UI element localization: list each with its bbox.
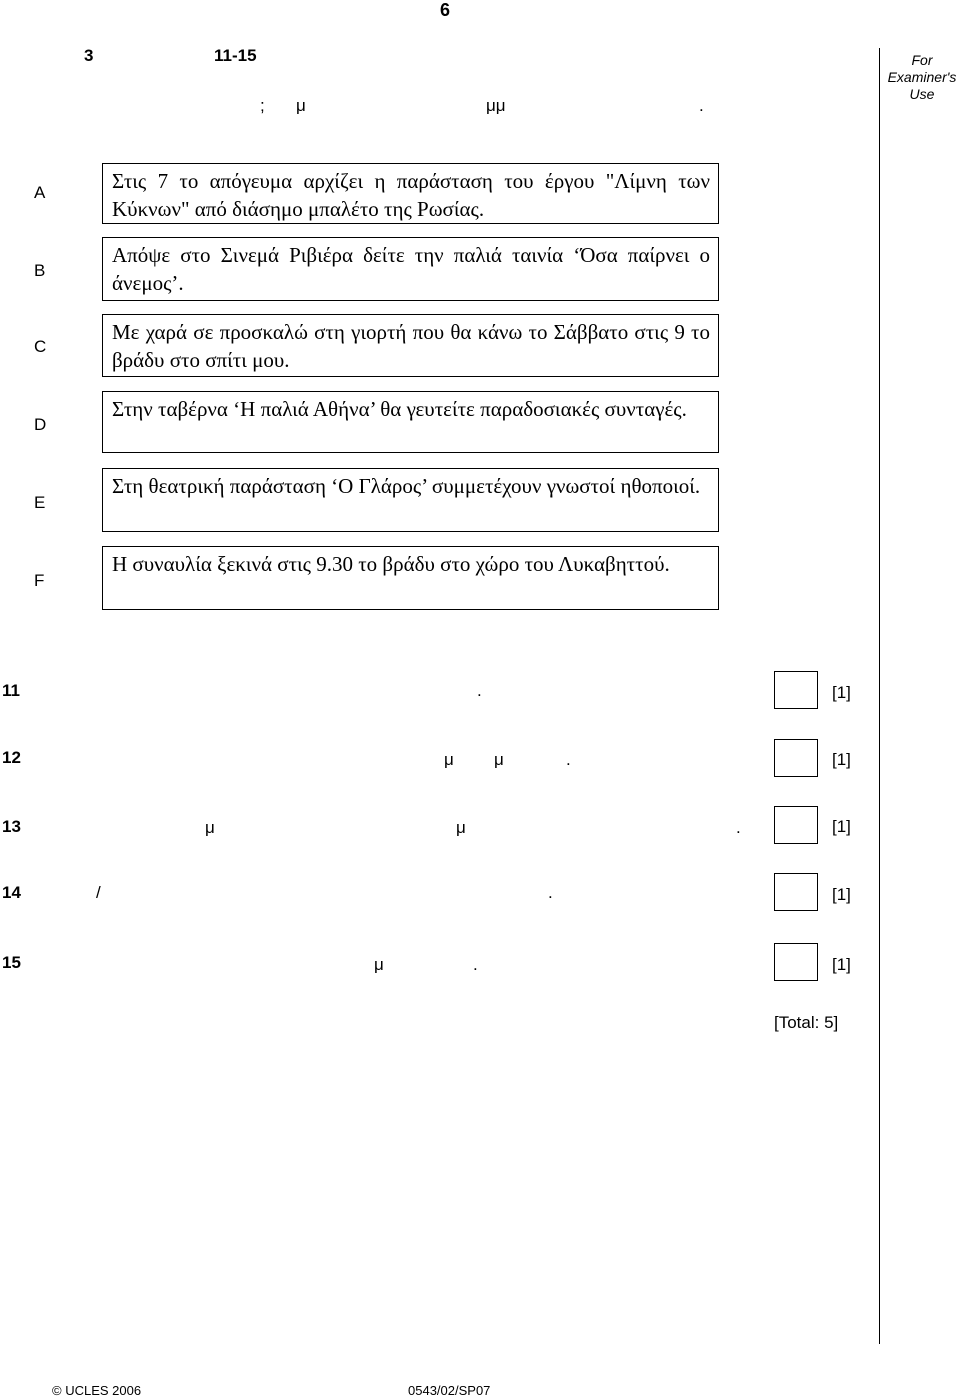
ad-box-f: Η συναυλία ξεκινά στις 9.30 το βράδυ στο χώρο του Λυκαβηττού. — [102, 546, 719, 610]
question-fragment: μ — [205, 818, 215, 837]
ad-letter-b: B — [34, 261, 46, 280]
answer-box-11[interactable] — [774, 671, 818, 709]
instruction-fragment: . — [699, 96, 704, 115]
paper-code: 0543/02/SP07 — [408, 1383, 491, 1398]
examiner-use-label — [880, 52, 960, 103]
question-number-15: 15 — [2, 953, 21, 972]
instruction-fragment: ; — [260, 96, 265, 115]
question-fragment: μ — [456, 818, 466, 837]
ad-letter-e: E — [34, 493, 46, 512]
question-number-11: 11 — [2, 681, 20, 700]
ad-letter-a: A — [34, 183, 46, 202]
copyright-notice: © UCLES 2006 — [52, 1383, 142, 1398]
answer-box-15[interactable] — [774, 943, 818, 981]
question-fragment: . — [473, 955, 478, 974]
instruction-fragment: μ — [296, 96, 306, 115]
ad-letter-f: F — [34, 571, 45, 590]
question-fragment: / — [96, 883, 101, 902]
question-fragment: μ — [374, 955, 384, 974]
section-question-range: 11-15 — [214, 46, 257, 65]
examiner-use-line: Examiner's — [887, 69, 957, 85]
examiner-use-line: For — [911, 52, 933, 68]
question-mark-12: [1] — [832, 750, 851, 769]
question-fragment: . — [566, 750, 571, 769]
question-mark-14: [1] — [832, 885, 851, 904]
section-instruction — [0, 96, 704, 118]
question-fragment: μ — [494, 750, 504, 769]
answer-box-12[interactable] — [774, 739, 818, 777]
answer-box-14[interactable] — [774, 873, 818, 911]
question-fragment: . — [477, 681, 482, 700]
question-mark-13: [1] — [832, 817, 851, 836]
ad-letter-c: C — [34, 337, 47, 356]
ad-box-e: Στη θεατρική παράσταση ‘Ο Γλάρος’ συμμετέχουν γνωστοί ηθοποιοί. — [102, 468, 719, 532]
question-number-14: 14 — [2, 883, 21, 902]
examiner-use-line: Use — [909, 86, 935, 102]
instruction-fragment: μμ — [486, 96, 506, 115]
question-fragment: . — [736, 818, 741, 837]
page-number: 6 — [440, 0, 451, 20]
ad-box-d: Στην ταβέρνα ‘Η παλιά Αθήνα’ θα γευτείτε παραδοσιακές συνταγές. — [102, 391, 719, 453]
ad-box-a: Στις 7 το απόγευμα αρχίζει η παράσταση του έργου "Λίμνη των Κύκνων" από διάσημο μπαλέτο της Ρωσίας. — [102, 163, 719, 224]
question-mark-11: [1] — [832, 683, 851, 702]
question-number-12: 12 — [2, 748, 21, 767]
examiner-margin-line — [879, 48, 880, 1344]
question-number-13: 13 — [2, 817, 21, 836]
answer-box-13[interactable] — [774, 806, 818, 844]
ad-box-c: Με χαρά σε προσκαλώ στη γιορτή που θα κάνω το Σάββατο στις 9 το βράδυ στο σπίτι μου. — [102, 314, 719, 377]
question-fragment: . — [548, 883, 553, 902]
question-fragment: μ — [444, 750, 454, 769]
total-marks: [Total: 5] — [774, 1013, 839, 1032]
question-mark-15: [1] — [832, 955, 851, 974]
section-number: 3 — [84, 46, 94, 65]
ad-letter-d: D — [34, 415, 47, 434]
ad-box-b: Απόψε στο Σινεμά Ριβιέρα δείτε την παλιά ταινία ‘Όσα παίρνει ο άνεμος’. — [102, 237, 719, 301]
